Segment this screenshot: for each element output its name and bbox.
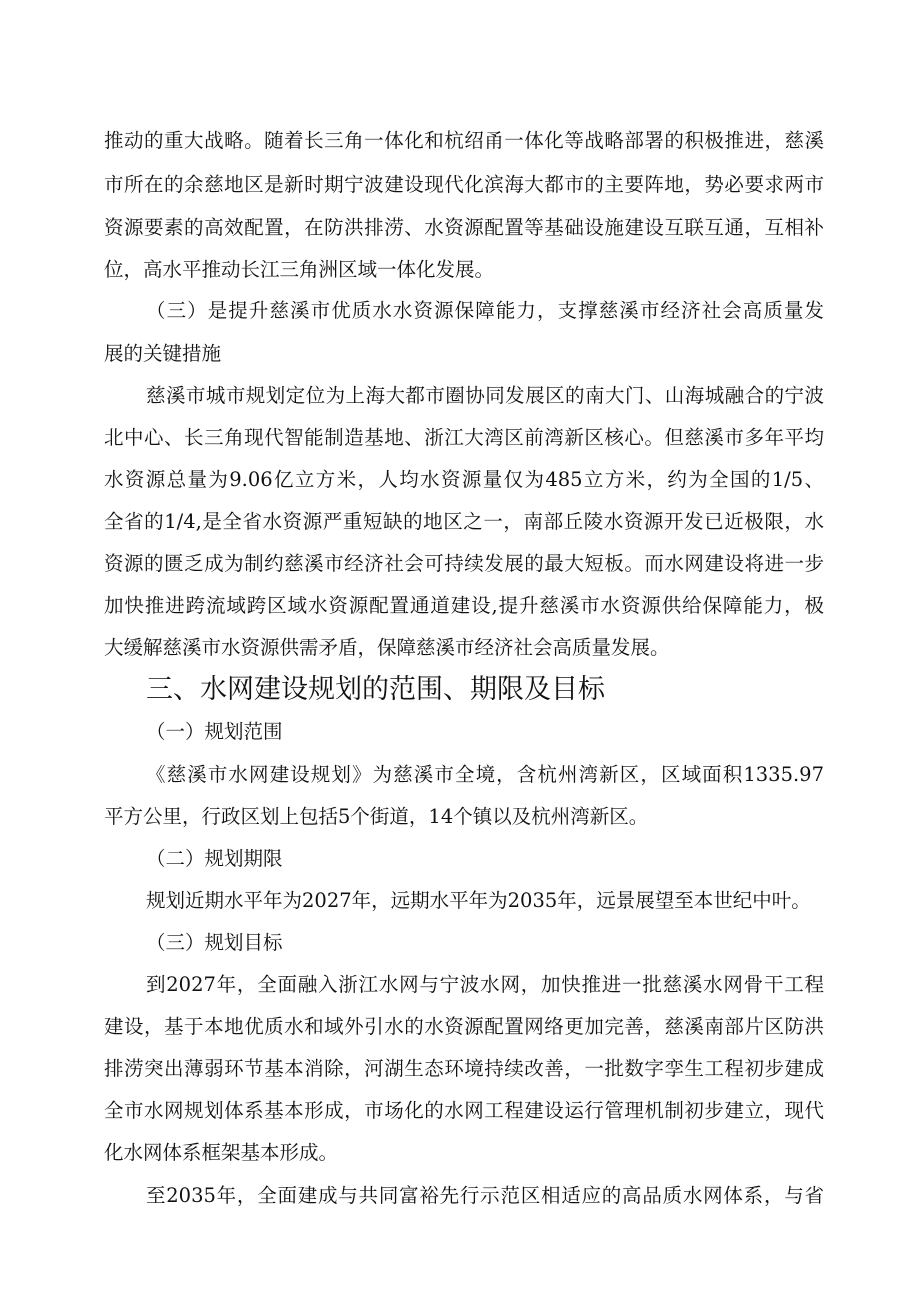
subsection-heading-cont: 展的关键措施 [104,342,222,365]
paragraph-line: 位，高水平推动长江三角洲区域一体化发展。 [104,258,495,281]
paragraph-line: 规划近期水平年为2027年，远期水平年为2035年，远景展望至本世纪中叶。 [146,889,811,912]
paragraph-line: 至2035年，全面建成与共同富裕先行示范区相适应的高品质水网体系，与省 [146,1184,824,1207]
paragraph-line: 市所在的余慈地区是新时期宁波建设现代化滨海大都市的主要阵地，势必要求两市 [104,173,824,196]
paragraph-line: 排涝突出薄弱环节基本消除，河湖生态环境持续改善，一批数字孪生工程初步建成 [104,1057,824,1080]
paragraph-line: 到2027年，全面融入浙江水网与宁波水网，加快推进一批慈溪水网骨干工程 [146,973,824,996]
paragraph-line: 慈溪市城市规划定位为上海大都市圈协同发展区的南大门、山海城融合的宁波 [146,384,824,407]
paragraph-line: 全省的1/4,是全省水资源严重短缺的地区之一，南部丘陵水资源开发已近极限，水 [104,510,824,533]
paragraph-line: 北中心、长三角现代智能制造基地、浙江大湾区前湾新区核心。但慈溪市多年平均 [104,426,824,449]
subsection-heading: （三）规划目标 [146,931,283,954]
paragraph-line: 资源要素的高效配置，在防洪排涝、水资源配置等基础设施建设互联互通，互相补 [104,216,824,239]
paragraph-line: 水资源总量为9.06亿立方米，人均水资源量仅为485立方米，约为全国的1/5、 [104,468,824,491]
paragraph-line: 化水网体系框架基本形成。 [104,1141,339,1164]
section-heading: 三、水网建设规划的范围、期限及目标 [146,674,605,705]
subsection-heading: （一）规划范围 [146,720,283,743]
paragraph-line: 建设，基于本地优质水和域外引水的水资源配置网络更加完善，慈溪南部片区防洪 [104,1015,824,1038]
paragraph-line: 加快推进跨流域跨区域水资源配置通道建设,提升慈溪市水资源供给保障能力，极 [104,594,824,617]
paragraph-line: 《慈溪市水网建设规划》为慈溪市全境，含杭州湾新区，区域面积1335.97 [146,763,824,786]
subsection-heading: （二）规划期限 [146,847,283,870]
paragraph-line: 大缓解慈溪市水资源供需矛盾，保障慈溪市经济社会高质量发展。 [104,636,670,659]
subsection-heading: （三）是提升慈溪市优质水水资源保障能力，支撑慈溪市经济社会高质量发 [146,299,824,322]
paragraph-line: 推动的重大战略。随着长三角一体化和杭绍甬一体化等战略部署的积极推进，慈溪 [104,129,824,152]
paragraph-line: 全市水网规划体系基本形成，市场化的水网工程建设运行管理机制初步建立，现代 [104,1099,824,1122]
paragraph-line: 资源的匮乏成为制约慈溪市经济社会可持续发展的最大短板。而水网建设将进一步 [104,552,824,575]
paragraph-line: 平方公里，行政区划上包括5个街道，14个镇以及杭州湾新区。 [104,805,649,828]
